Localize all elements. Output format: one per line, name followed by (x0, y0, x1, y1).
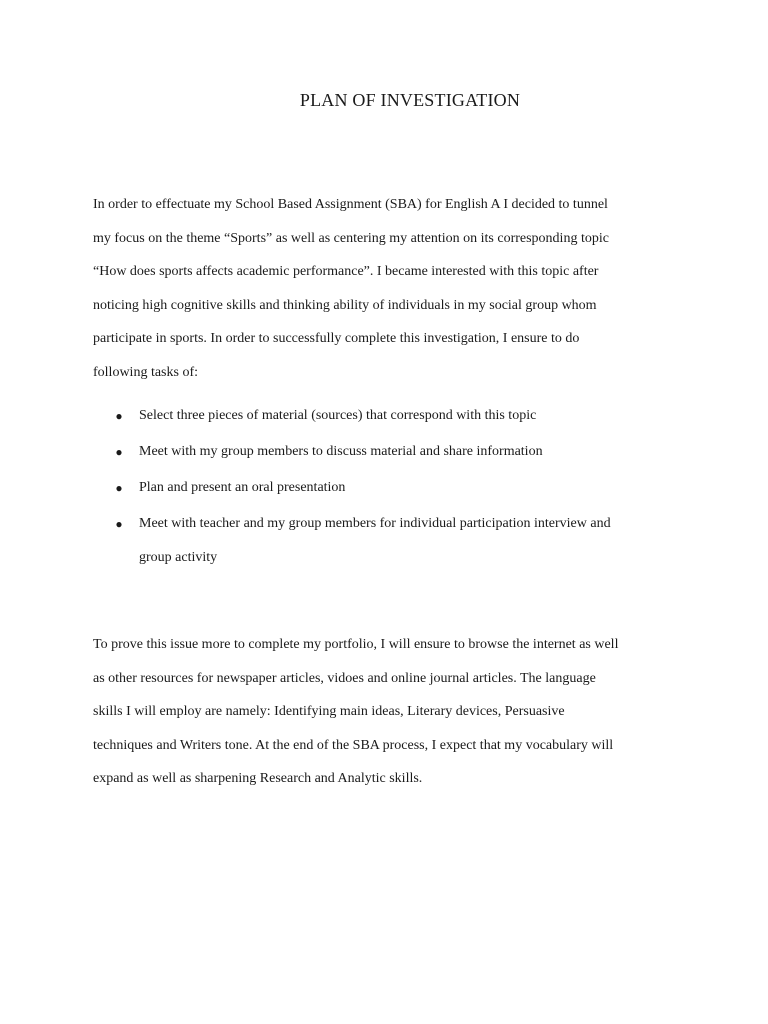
task-line: Plan and present an oral presentation (139, 480, 346, 495)
task-text (139, 507, 699, 575)
task-text (139, 399, 699, 433)
bullet-icon: ● (115, 481, 123, 495)
task-text (139, 435, 699, 469)
conclusion-paragraph (93, 628, 693, 796)
paragraph-line: noticing high cognitive skills and thinking ability of individuals in my social group whom (93, 297, 597, 313)
bullet-icon: ● (115, 445, 123, 459)
task-line: Meet with my group members to discuss material and share information (139, 444, 543, 459)
task-line: Meet with teacher and my group members for individual participation interview and (139, 516, 611, 531)
paragraph-line: To prove this issue more to complete my portfolio, I will ensure to browse the internet as well (93, 637, 619, 652)
paragraph-line: as other resources for newspaper articles, vidoes and online journal articles. The language (93, 670, 596, 686)
task-line: Select three pieces of material (sources) that correspond with this topic (139, 408, 537, 423)
bullet-icon: ● (115, 409, 123, 423)
paragraph-line: “How does sports affects academic performance”. I became interested with this topic after (93, 264, 599, 279)
paragraph-line: my focus on the theme “Sports” as well as centering my attention on its corresponding topic (93, 230, 609, 246)
paragraph-line: techniques and Writers tone. At the end of the SBA process, I expect that my vocabulary will (93, 737, 614, 753)
paragraph-line: participate in sports. In order to successfully complete this investigation, I ensure to do (93, 331, 580, 346)
task-text (139, 471, 699, 505)
paragraph-line: skills I will employ are namely: Identifying main ideas, Literary devices, Persuasive (93, 704, 565, 719)
task-line: group activity (139, 550, 218, 565)
intro-paragraph (93, 188, 693, 389)
paragraph-line: expand as well as sharpening Research and Analytic skills. (93, 771, 423, 786)
paragraph-line: In order to effectuate my School Based Assignment (SBA) for English A I decided to tunnel (93, 197, 608, 212)
bullet-icon: ● (115, 517, 123, 531)
paragraph-line: following tasks of: (93, 364, 198, 380)
page-title: PLAN OF INVESTIGATION (299, 90, 521, 110)
